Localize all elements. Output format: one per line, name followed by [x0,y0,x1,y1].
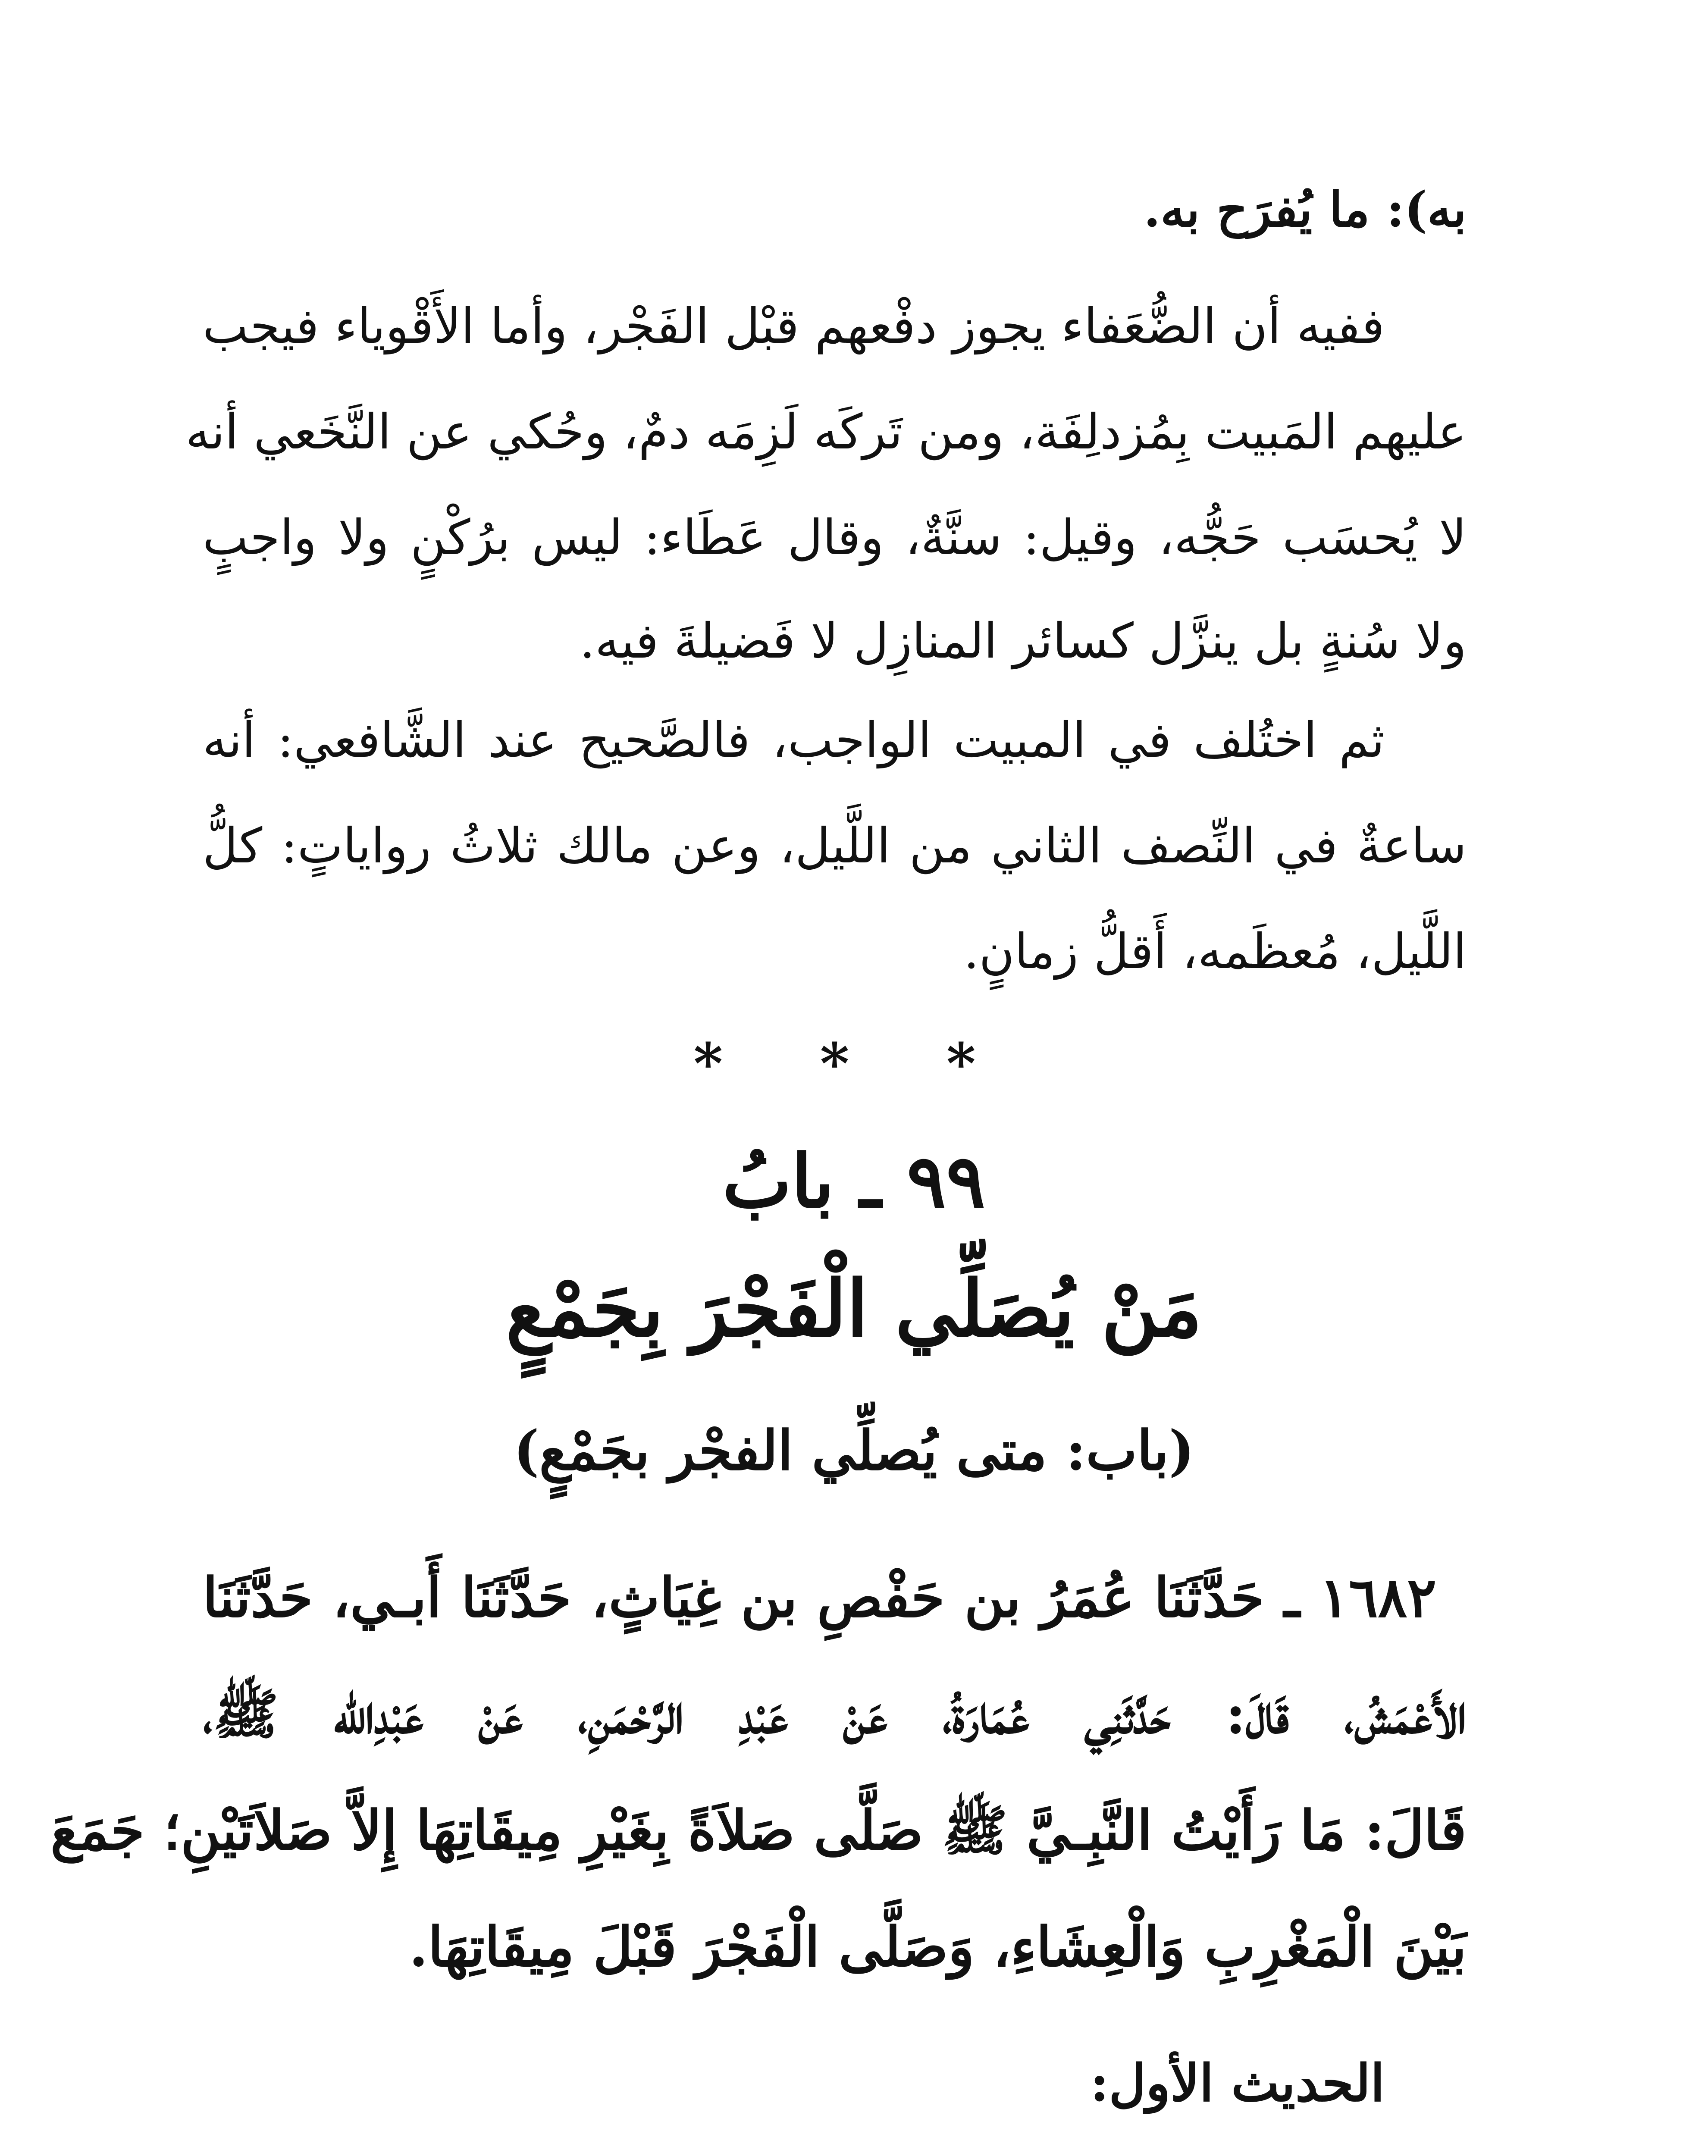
text-line [203,181,1467,239]
paragraph-2-line-3: لا يُحسَب حَجُّه، وقيل: سنَّةٌ، وقال عَطَاء: ليس برُكْنٍ ولا واجبٍ [203,510,1467,566]
paragraph-3-line-2: ساعةٌ في النِّصف الثاني من اللَّيل، وعن مالك ثلاثُ رواياتٍ: كلُّ [203,818,1467,874]
hadith-line-2: الأَعْمَشُ، قَالَ: حَدَّثَنِي عُمَارَةُ، عَنْ عَبْدِ الرَّحْمَنِ، عَنْ عَبْدِالله ﷺ، [203,1682,1467,1746]
chapter-number: ٩٩ ـ بابُ [722,1138,986,1225]
chapter-subtitle: (باب: متى يُصلِّي الفجْر بجَمْعٍ) [513,1419,1195,1482]
hadith-line-1: ١٦٨٢ ـ حَدَّثَنَا عُمَرُ بن حَفْصِ بن غِيَاثٍ، حَدَّثَنَا أَبـي، حَدَّثَنَا [203,1566,1436,1630]
paragraph-2-line-4: ولا سُنةٍ بل ينزَّل كسائر المنازِل لا فَضيلةَ فيه. [580,613,1467,669]
section-separator: * * * [693,1031,1015,1097]
hadith-line-4: بَيْنَ الْمَغْرِبِ وَالْعِشَاءِ، وَصَلَّى الْفَجْرَ قَبْلَ مِيقَاتِهَا. [409,1915,1467,1979]
paragraph-3-line-1: ثم اختُلف في المبيت الواجب، فالصَّحيح عند الشَّافعي: أنه [203,712,1385,768]
paragraph-3-line-3: اللَّيل، مُعظَمه، أَقلُّ زمانٍ. [963,924,1467,980]
chapter-title: مَنْ يُصَلِّي الْفَجْرَ بِجَمْعٍ [506,1263,1202,1354]
paragraph-2-line-1: ففيه أن الضُّعَفاء يجوز دفْعهم قبْل الفَجْر، وأما الأَقْوياء فيجب [203,298,1385,354]
commentary-heading: الحديث الأول: [1090,2053,1385,2113]
paragraph-2-line-2: عليهم المَبيت بِمُزدلِفَة، ومن تَركَه لَزِمَه دمٌ، وحُكي عن النَّخَعي أنه [185,404,1467,460]
paragraph-1-line-1: به): ما يُفرَح به. [1144,182,1467,238]
hadith-line-3: قَالَ: مَا رَأَيْتُ النَّبِـيَّ ﷺ صَلَّى صَلاَةً بِغَيْرِ مِيقَاتِهَا إِلاَّ صَلاَتَيْنِ؛ جَمَعَ [50,1799,1467,1862]
